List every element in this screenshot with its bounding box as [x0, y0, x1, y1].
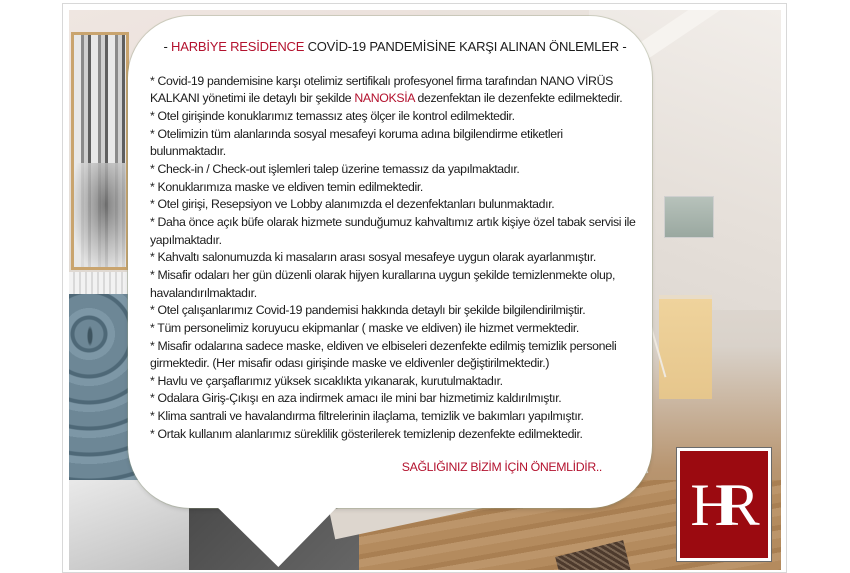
logo-monogram: HR — [680, 451, 768, 558]
hotel-name: HARBİYE RESİDENCE — [171, 39, 305, 54]
measure-item: * Misafir odalarına sadece maske, eldiven ve elbiseleri dezenfekte edilmiş temizlik personeli girmektedir. (Her misafir odası girişinde maske ve eldivenler değiştirilmektedir.) — [150, 338, 617, 371]
measure-item: * Otel girişi, Resepsiyon ve Lobby alanımızda el dezenfektanları bulunmaktadır. — [150, 197, 555, 212]
measure-item: * Havlu ve çarşaflarımız yüksek sıcaklıkta yıkanarak, kurutulmaktadır. — [150, 373, 503, 388]
measure-item: * Kahvaltı salonumuzda ki masaların arası sosyal mesafeye uygun olarak ayarlanmıştır. — [150, 250, 596, 265]
measure-item: * Daha önce açık büfe olarak hizmete sunduğumuz kahvaltımız artık kişiye özel tabak servisi ile yapılmaktadır. — [150, 214, 636, 247]
measure-item: * Tüm personelimiz koruyucu ekipmanlar ( maske ve eldiven) ile hizmet vermektedir. — [150, 320, 579, 335]
notice-content — [150, 38, 640, 477]
measure-item: * Otel çalışanlarımız Covid-19 pandemisi hakkında detaylı bir şekilde bilgilendirilmiştir. — [150, 303, 586, 318]
product-highlight: NANOKSİA — [354, 91, 415, 106]
measure-item: * Check-in / Check-out işlemleri talep üzerine temassız da yapılmaktadır. — [150, 161, 520, 176]
measure-item: * Odalara Giriş-Çıkışı en aza indirmek amacı ile mini bar hizmetimiz kaldırılmıştır. — [150, 391, 562, 406]
hotel-logo — [676, 447, 772, 562]
measure-item: * Misafir odaları her gün düzenli olarak hijyen kurallarına uygun şekilde temizlenmekte olup, havalandırılmaktadır. — [150, 267, 616, 300]
notice-title — [150, 38, 640, 56]
closing-slogan: SAĞLIĞINIZ BİZİM İÇİN ÖNEMLİDİR.. — [401, 460, 602, 475]
measure-item: * Ortak kullanım alanlarımız süreklilik gösterilerek temizlenip dezenfekte edilmektedir. — [150, 426, 583, 441]
title-rest: COVİD-19 PANDEMİSİNE KARŞI ALINAN ÖNLEMLER - — [304, 39, 627, 54]
title-prefix: - — [163, 39, 172, 54]
wall-art-painting — [71, 32, 129, 270]
item-text: * Covid-19 pandemisine karşı otelimiz sertifikalı profesyonel firma tarafından NANO VİRÜS KALKANI yönetimi ile detaylı bir şekilde — [150, 73, 613, 106]
measure-item: * Konuklarımıza maske ve eldiven temin edilmektedir. — [150, 179, 423, 194]
kitchen-counter — [659, 295, 712, 399]
measure-item: * Otel girişinde konuklarımız temassız ateş ölçer ile kontrol edilmektedir. — [150, 108, 515, 123]
measure-item: * Otelimizin tüm alanlarında sosyal mesafeyi koruma adına bilgilendirme etiketleri bulunmaktadır. — [150, 126, 563, 159]
item-text: dezenfektan ile dezenfekte edilmektedir. — [414, 91, 623, 106]
wall-cabinet — [664, 196, 714, 238]
measure-item — [150, 73, 640, 108]
measure-item: * Klima santrali ve havalandırma filtrelerinin ilaçlama, temizlik ve bakımları yapılmıştır. — [150, 409, 584, 424]
